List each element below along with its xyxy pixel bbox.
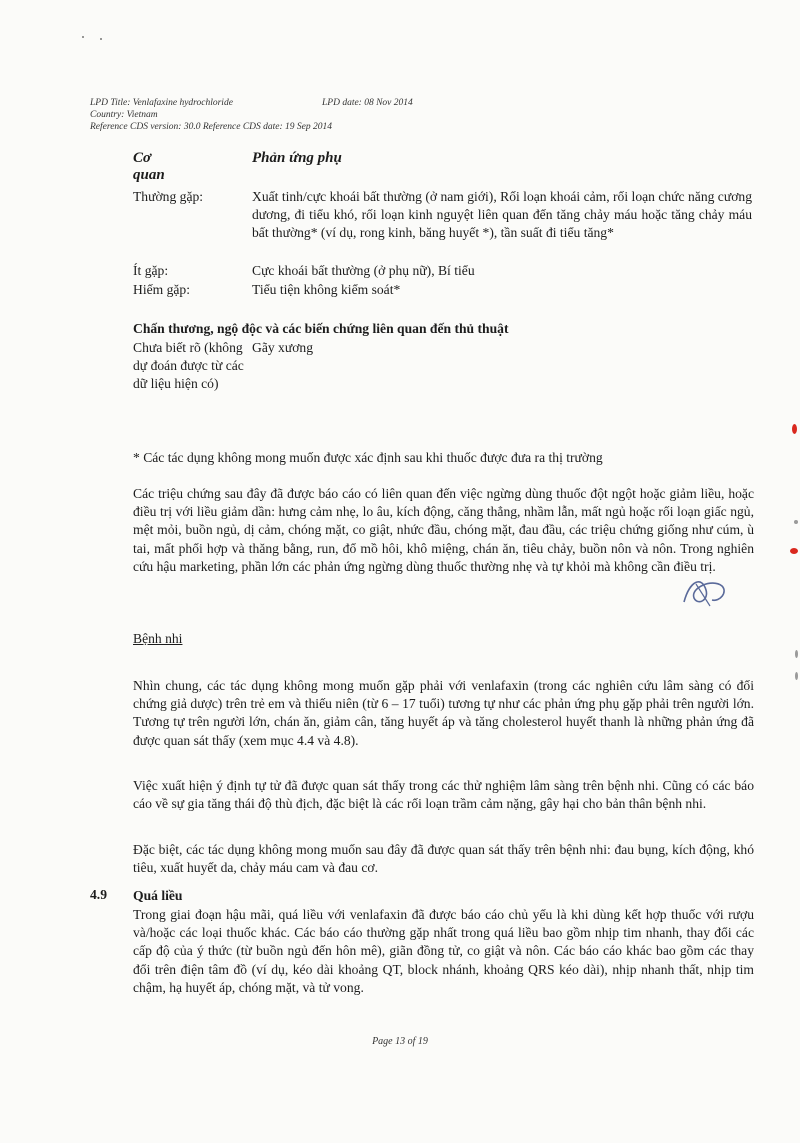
frequency-label: Ít gặp:	[133, 263, 169, 278]
scan-speck	[100, 38, 102, 40]
document-header	[90, 97, 530, 133]
pediatric-heading: Bệnh nhi	[133, 631, 183, 646]
reaction-text: Xuất tinh/cực khoái bất thường (ở nam giới), Rối loạn khoái cảm, rối loạn chức năng cương dương, đi tiểu khó, rối loạn kinh nguyệt liên quan đến tăng chảy máu hoặc tăng chảy máu bất thường* (ví dụ, rong kinh, băng huyết *), tần suất đi tiểu tăng*	[252, 189, 752, 241]
withdrawal-paragraph: Các triệu chứng sau đây đã được báo cáo có liên quan đến việc ngừng dùng thuốc đột ngột hoặc giảm liều, hoặc điều trị với liều giảm dần: hưng cảm nhẹ, lo âu, kích động, căng thẳng, nhầm lẫn, mất ngủ hoặc rối loạn giấc ngủ, mệt mỏi, buồn ngủ, dị cảm, chóng mặt, co giật, nhức đầu, chóng mặt, đau đầu, các triệu chứng giống như cúm, ù tai, mất phối hợp và thăng bằng, run, đổ mồ hôi, khô miệng, chán ăn, tiêu chảy, buồn nôn và nôn. Trong nghiên cứu hậu marketing, phần lớn các phản ứng ngừng dùng thuốc thường nhẹ và tự khỏi mà không cần điều trị.	[133, 486, 754, 574]
injury-frequency: Chưa biết rõ (không dự đoán được từ các dữ liệu hiện có)	[133, 340, 244, 392]
lpd-date: LPD date: 08 Nov 2014	[322, 98, 413, 108]
pediatric-paragraph-1: Nhìn chung, các tác dụng không mong muốn gặp phải với venlafaxin (trong các nghiên cứu lâm sàng có đối chứng giả dược) trên trẻ em và thiếu niên (từ 6 – 17 tuổi) tương tự như các phản ứng phụ gặp phải trên người lớn. Tương tự trên người lớn, chán ăn, giảm cân, tăng huyết áp và tăng cholesterol huyết thanh là những phản ứng đã được quan sát thấy (xem mục 4.4 và 4.8).	[133, 678, 754, 748]
overdose-heading: Quá liều	[133, 888, 183, 903]
scan-speck	[82, 36, 84, 38]
footnote: * Các tác dụng không mong muốn được xác định sau khi thuốc được đưa ra thị trường	[133, 450, 603, 465]
section-number: 4.9	[90, 887, 107, 902]
lpd-title: LPD Title: Venlafaxine hydrochloride	[90, 98, 233, 108]
edge-gray-mark	[794, 520, 798, 524]
overdose-paragraph: Trong giai đoạn hậu mãi, quá liều với venlafaxin đã được báo cáo chủ yếu là khi dùng kết hợp thuốc với rượu và/hoặc các loại thuốc khác. Các báo cáo thường gặp nhất trong quá liều bao gồm nhịp tim nhanh, thay đổi các cấp độ của ý thức (từ buồn ngủ đến hôn mê), giãn đồng tử, co giật và nôn. Các báo cáo khác bao gồm các thay đổi trên điện tâm đồ (ví dụ, kéo dài khoảng QT, block nhánh, khoảng QRS kéo dài), nhịp nhanh thất, nhịp tim chậm, hạ huyết áp, chóng mặt, và tử vong.	[133, 907, 754, 995]
edge-gray-mark	[795, 672, 798, 680]
edge-red-mark	[790, 548, 798, 554]
signature-mark-icon	[676, 572, 732, 612]
column-reaction: Phản ứng phụ	[252, 150, 342, 166]
edge-red-mark	[792, 424, 797, 434]
frequency-label: Hiếm gặp:	[133, 282, 191, 297]
edge-gray-mark	[795, 650, 798, 658]
frequency-label: Thường gặp:	[133, 189, 204, 204]
reaction-text: Tiểu tiện không kiểm soát*	[252, 282, 401, 297]
country: Country: Vietnam	[90, 110, 158, 120]
pediatric-paragraph-3: Đặc biệt, các tác dụng không mong muốn sau đây đã được quan sát thấy trên bệnh nhi: đau bụng, kích động, khó tiêu, xuất huyết da, chảy máu cam và đau cơ.	[133, 842, 754, 876]
reference-cds: Reference CDS version: 30.0 Reference CDS date: 19 Sep 2014	[90, 122, 332, 132]
column-organ: Cơ quan	[133, 150, 165, 183]
pediatric-paragraph-2: Việc xuất hiện ý định tự tử đã được quan sát thấy trong các thử nghiệm lâm sàng trên bệnh nhi. Cũng có các báo cáo về sự gia tăng thái độ thù địch, đặc biệt là các rối loạn trầm cảm nặng, gây hại cho bản thân bệnh nhi.	[133, 778, 754, 812]
page-footer: Page 13 of 19	[372, 1036, 428, 1047]
injury-heading: Chấn thương, ngộ độc và các biến chứng liên quan đến thủ thuật	[133, 321, 509, 336]
reaction-text: Cực khoái bất thường (ở phụ nữ), Bí tiểu	[252, 263, 475, 278]
injury-reaction: Gãy xương	[252, 340, 313, 355]
